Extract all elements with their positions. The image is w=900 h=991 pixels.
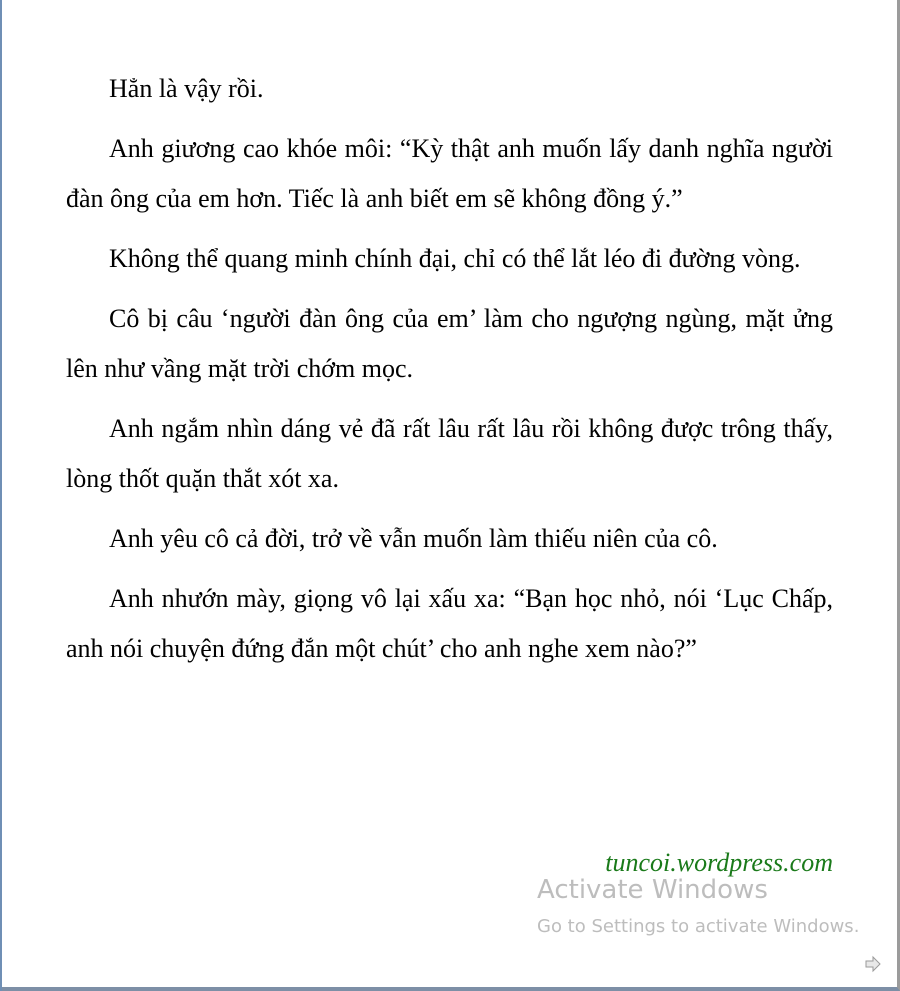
document-page — [66, 64, 833, 684]
paragraph: Không thể quang minh chính đại, chỉ có thể lắt léo đi đường vòng. — [109, 244, 801, 273]
paragraph: Anh ngắm nhìn dáng vẻ đã rất lâu rất lâu rồi không được trông thấy, lòng thốt quặn thắt xót xa. — [66, 414, 833, 493]
paragraph: Anh giương cao khóe môi: “Kỳ thật anh muốn lấy danh nghĩa người đàn ông của em hơn. Tiếc là anh biết em sẽ không đồng ý.” — [66, 134, 833, 213]
site-watermark: tuncoi.wordpress.com — [605, 848, 833, 877]
arrow-right-icon[interactable] — [864, 955, 882, 973]
activate-windows-title: Activate Windows — [537, 875, 768, 905]
paragraph: Anh nhướn mày, giọng vô lại xấu xa: “Bạn học nhỏ, nói ‘Lục Chấp, anh nói chuyện đứng đắn một chút’ cho anh nghe xem nào?” — [66, 584, 833, 663]
frame-left-edge — [0, 0, 2, 991]
activate-windows-subtitle[interactable]: Go to Settings to activate Windows. — [537, 916, 860, 937]
paragraph: Hẳn là vậy rồi. — [109, 74, 264, 103]
paragraph: Anh yêu cô cả đời, trở về vẫn muốn làm thiếu niên của cô. — [109, 524, 718, 553]
paragraph: Cô bị câu ‘người đàn ông của em’ làm cho ngượng ngùng, mặt ửng lên như vầng mặt trời chớm mọc. — [66, 304, 833, 383]
